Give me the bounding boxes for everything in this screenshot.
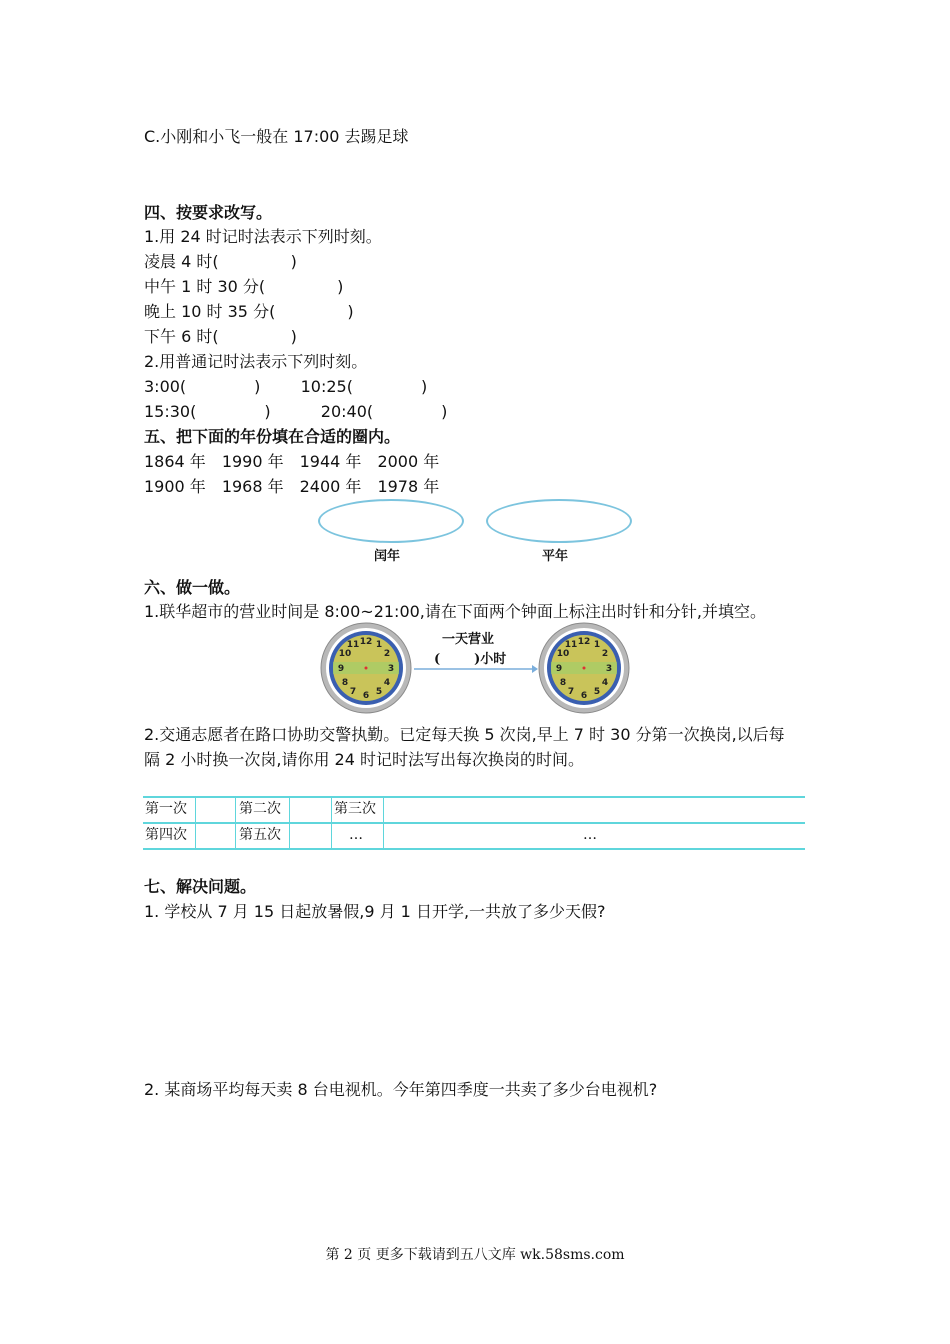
svg-text:4: 4 xyxy=(601,678,609,688)
svg-text:1: 1 xyxy=(375,640,383,650)
section-4-q1: 1.用 24 时记时法表示下列时刻。 xyxy=(144,227,382,246)
svg-text:6: 6 xyxy=(580,691,588,701)
s4-q2-row2: 15:30( ) 20:40( ) xyxy=(144,402,448,421)
table-cell: 第二次 xyxy=(239,801,281,817)
s4-item-1: 凌晨 4 时( ) xyxy=(144,252,297,271)
svg-text:6: 6 xyxy=(362,691,370,701)
arrow-label-top: 一天营业 xyxy=(442,632,495,647)
svg-text:4: 4 xyxy=(383,678,391,688)
s4-item-2: 中午 1 时 30 分( ) xyxy=(144,277,344,296)
section-6-q1: 1.联华超市的营业时间是 8:00~21:00,请在下面两个钟面上标注出时针和分针,并填空。 xyxy=(144,602,766,621)
svg-text:9: 9 xyxy=(555,664,563,674)
section-4-title: 四、按要求改写。 xyxy=(144,203,273,222)
clock-face-right xyxy=(538,622,630,714)
svg-text:7: 7 xyxy=(349,687,357,697)
section-5-title: 五、把下面的年份填在合适的圈内。 xyxy=(144,427,401,446)
section-6-q2-line2: 隔 2 小时换一次岗,请你用 24 时记时法写出每次换岗的时间。 xyxy=(144,750,584,769)
svg-text:5: 5 xyxy=(375,687,383,697)
leap-year-ellipse xyxy=(318,499,464,543)
table-cell: 第四次 xyxy=(145,827,187,843)
svg-text:10: 10 xyxy=(338,649,352,659)
s4-item-3: 晚上 10 时 35 分( ) xyxy=(144,302,354,321)
section-7-title: 七、解决问题。 xyxy=(144,877,257,896)
section-7-q2: 2. 某商场平均每天卖 8 台电视机。今年第四季度一共卖了多少台电视机? xyxy=(144,1080,658,1099)
shift-table xyxy=(143,796,805,850)
table-cell: … xyxy=(583,827,597,843)
section-4-q2: 2.用普通记时法表示下列时刻。 xyxy=(144,352,368,371)
svg-text:8: 8 xyxy=(341,678,349,688)
table-cell: 第三次 xyxy=(334,801,376,817)
svg-text:9: 9 xyxy=(337,664,345,674)
svg-text:3: 3 xyxy=(387,664,395,674)
common-year-ellipse xyxy=(486,499,632,543)
table-cell: 第一次 xyxy=(145,801,187,817)
table-cell: … xyxy=(349,827,363,843)
table-cell: 第五次 xyxy=(239,827,281,843)
s4-item-4: 下午 6 时( ) xyxy=(144,327,297,346)
s4-q2-row1: 3:00( ) 10:25( ) xyxy=(144,377,428,396)
svg-text:10: 10 xyxy=(556,649,570,659)
svg-text:7: 7 xyxy=(567,687,575,697)
years-row-2: 1900 年 1968 年 2400 年 1978 年 xyxy=(144,477,440,496)
svg-text:3: 3 xyxy=(605,664,613,674)
common-year-label: 平年 xyxy=(542,549,569,564)
clock-face-left xyxy=(320,622,412,714)
section-6-q2-line1: 2.交通志愿者在路口协助交警执勤。已定每天换 5 次岗,早上 7 时 30 分第一次换岗,以后每 xyxy=(144,725,785,744)
line-c: C.小刚和小飞一般在 17:00 去踢足球 xyxy=(144,127,409,146)
svg-text:8: 8 xyxy=(559,678,567,688)
years-row-1: 1864 年 1990 年 1944 年 2000 年 xyxy=(144,452,440,471)
svg-text:12: 12 xyxy=(359,637,373,647)
section-7-q1: 1. 学校从 7 月 15 日起放暑假,9 月 1 日开学,一共放了多少天假? xyxy=(144,902,606,921)
leap-year-label: 闰年 xyxy=(374,549,401,564)
svg-text:11: 11 xyxy=(346,640,360,650)
arrow-right-icon xyxy=(414,664,538,674)
section-6-title: 六、做一做。 xyxy=(144,578,241,597)
svg-text:5: 5 xyxy=(593,687,601,697)
svg-text:1: 1 xyxy=(593,640,601,650)
svg-text:2: 2 xyxy=(383,649,391,659)
svg-text:12: 12 xyxy=(577,637,591,647)
arrow-label-bottom: ( )小时 xyxy=(434,652,507,667)
svg-text:11: 11 xyxy=(564,640,578,650)
page-footer: 第 2 页 更多下载请到五八文库 wk.58sms.com xyxy=(325,1247,625,1263)
svg-text:2: 2 xyxy=(601,649,609,659)
